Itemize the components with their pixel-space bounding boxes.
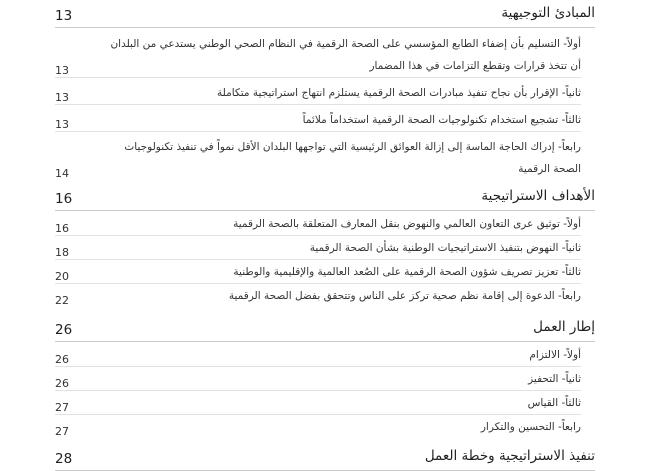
- item-divider: [55, 283, 581, 284]
- section-page-number: 16: [55, 191, 73, 207]
- toc-item-label: أولاً- الالتزام: [529, 349, 581, 361]
- item-divider: [55, 414, 581, 415]
- toc-section-strategic-objectives[interactable]: [55, 183, 595, 207]
- item-divider: [55, 390, 581, 391]
- section-title: تنفيذ الاستراتيجية وخطة العمل: [424, 448, 595, 464]
- section-page-number: 13: [55, 8, 73, 24]
- section-divider: [55, 341, 595, 342]
- toc-item[interactable]: [55, 33, 595, 77]
- toc-item-page-number: 16: [55, 222, 69, 235]
- toc-item-page-number: 27: [55, 401, 69, 414]
- section-divider: [55, 27, 595, 28]
- section-title: إطار العمل: [533, 319, 595, 335]
- item-divider: [55, 259, 581, 260]
- toc-item[interactable]: [55, 136, 595, 180]
- toc-section-framework-for-action[interactable]: [55, 314, 595, 338]
- toc-item-page-number: 26: [55, 353, 69, 366]
- toc-item-label: أولاً- التسليم بأن إضفاء الطابع المؤسسي على الصحة الرقمية في النظام الصحي الوطني يستدعي من البلدان أن تتخذ قرارات وتقطع التزامات في هذا المضمار: [110, 38, 581, 72]
- toc-item-page-number: 13: [55, 118, 69, 131]
- toc-item-label: ثالثاً- تعزيز تصريف شؤون الصحة الرقمية على الصُعد العالمية والإقليمية والوطنية: [233, 266, 581, 278]
- section-title: المبادئ التوجيهية: [501, 5, 595, 21]
- toc-item-label: أولاً- توثيق عرى التعاون العالمي والنهوض بنقل المعارف المتعلقة بالصحة الرقمية: [233, 218, 581, 230]
- toc-item[interactable]: [55, 344, 595, 366]
- toc-item[interactable]: [55, 261, 595, 283]
- section-page-number: 28: [55, 451, 73, 467]
- toc-item-page-number: 26: [55, 377, 69, 390]
- toc-section-implementation[interactable]: [55, 443, 595, 467]
- toc-item-label: ثانياً- النهوض بتنفيذ الاستراتيجيات الوطنية بشأن الصحة الرقمية: [309, 242, 581, 254]
- item-divider: [55, 77, 581, 78]
- toc-item-page-number: 27: [55, 425, 69, 438]
- item-divider: [55, 131, 581, 132]
- toc-item-label: ثالثاً- تشجيع استخدام تكنولوجيات الصحة الرقمية استخداماً ملائماً: [302, 114, 581, 126]
- item-divider: [55, 366, 581, 367]
- section-divider: [55, 210, 595, 211]
- toc-item[interactable]: [55, 82, 595, 104]
- toc-item-page-number: 18: [55, 246, 69, 259]
- toc-item[interactable]: [55, 392, 595, 414]
- toc-item-label: رابعاً- التحسين والتكرار: [480, 421, 581, 433]
- toc-item[interactable]: [55, 416, 595, 438]
- section-page-number: 26: [55, 322, 73, 338]
- toc-item[interactable]: [55, 109, 595, 131]
- table-of-contents: [55, 0, 595, 471]
- toc-item-page-number: 13: [55, 91, 69, 104]
- toc-item-label: ثانياً- التحفيز: [528, 373, 581, 385]
- toc-item[interactable]: [55, 368, 595, 390]
- toc-item-label: رابعاً- الدعوة إلى إقامة نظم صحية تركز على الناس وتتحقق بفضل الصحة الرقمية: [228, 290, 581, 302]
- toc-section-guiding-principles[interactable]: [55, 0, 595, 24]
- toc-item-label: ثالثاً- القياس: [527, 397, 581, 409]
- toc-item[interactable]: [55, 213, 595, 235]
- section-title: الأهداف الاستراتيجية: [481, 188, 595, 204]
- toc-item-page-number: 13: [55, 64, 69, 77]
- toc-item[interactable]: [55, 285, 595, 307]
- toc-item-page-number: 20: [55, 270, 69, 283]
- item-divider: [55, 104, 581, 105]
- toc-item[interactable]: [55, 237, 595, 259]
- toc-item-page-number: 22: [55, 294, 69, 307]
- toc-item-label: ثانياً- الإقرار بأن نجاح تنفيذ مبادرات الصحة الرقمية يستلزم انتهاج استراتيجية متكاملة: [216, 87, 581, 99]
- toc-item-page-number: 14: [55, 167, 69, 180]
- item-divider: [55, 235, 581, 236]
- toc-item-label: رابعاً- إدراك الحاجة الماسة إلى إزالة العوائق الرئيسية التي تواجهها البلدان الأقل نمواً في تنفيذ تكنولوجيات الصحة الرقمية: [124, 141, 581, 175]
